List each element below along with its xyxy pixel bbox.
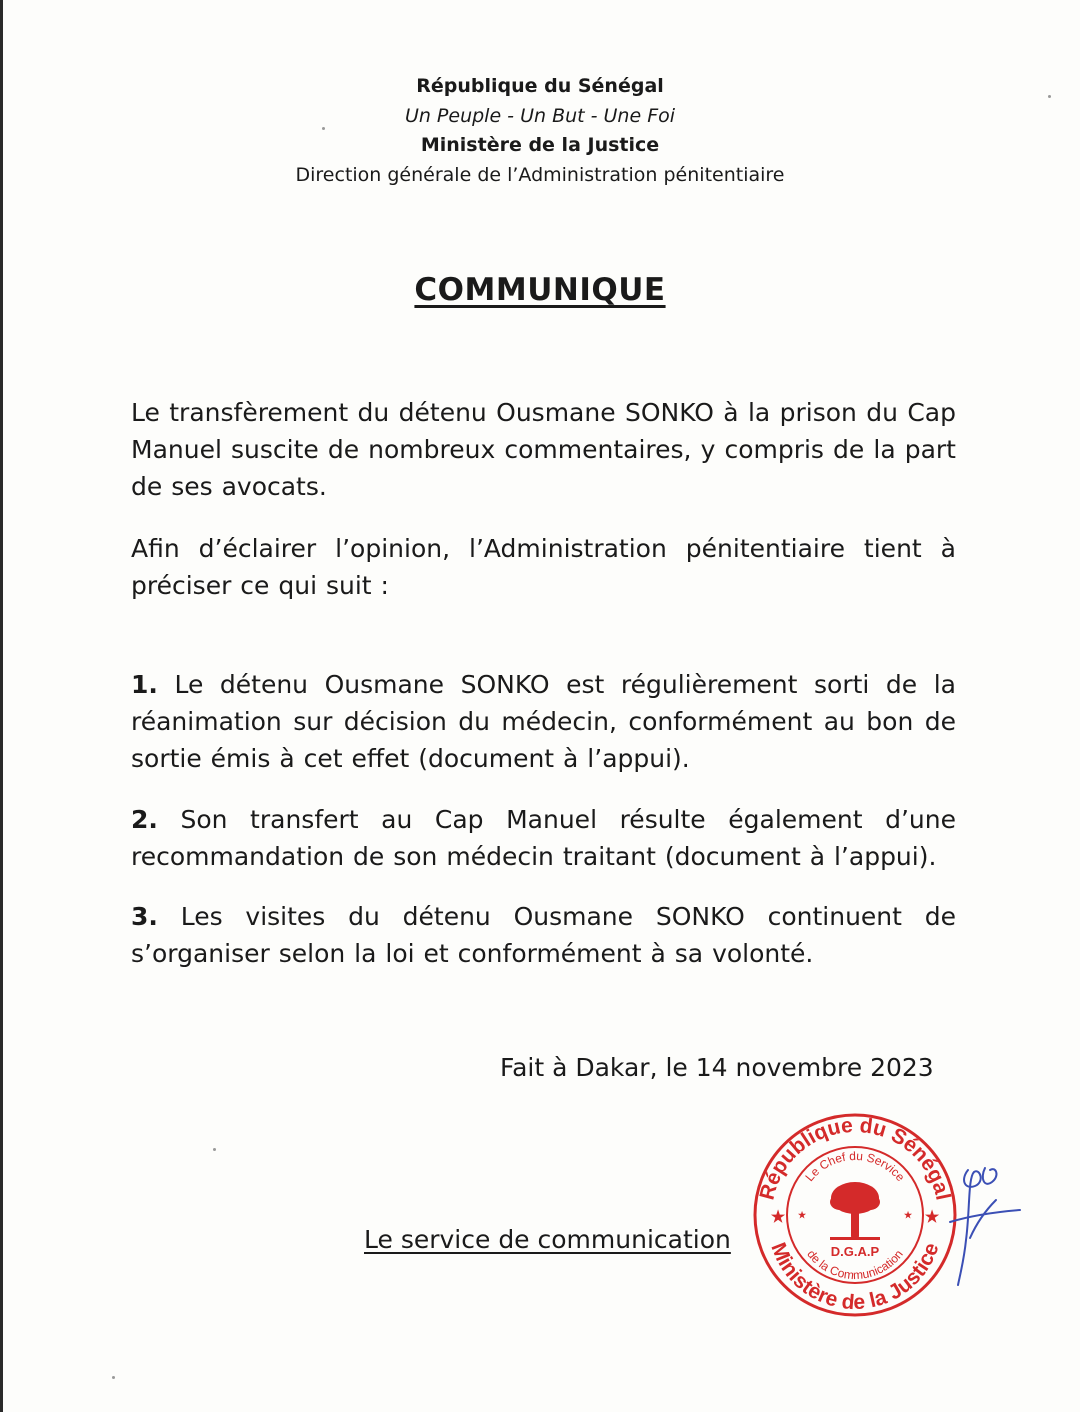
signatory-office: Le service de communication bbox=[364, 1225, 731, 1254]
paper-speck bbox=[1048, 95, 1051, 98]
clarify-paragraph: Afin d’éclairer l’opinion, l’Administration pénitentiaire tient à préciser ce qui suit : bbox=[131, 534, 956, 600]
date-line: Fait à Dakar, le 14 novembre 2023 bbox=[500, 1053, 934, 1082]
stamp-center-text: D.G.A.P bbox=[830, 1244, 880, 1259]
page-edge bbox=[0, 0, 3, 1412]
intro-paragraph: Le transfèrement du détenu Ousmane SONKO à la prison du Cap Manuel suscite de nombreux commentaires, y compris de la part de ses avocats. bbox=[131, 398, 956, 501]
stamp-outer-top-text: République du Sénégal bbox=[755, 1113, 955, 1203]
point-text: Son transfert au Cap Manuel résulte également d’une recommandation de son médecin traitant (document à l’appui). bbox=[131, 805, 956, 871]
point-text: Le détenu Ousmane SONKO est régulièrement sorti de la réanimation sur décision du médecin, conformément au bon de sortie émis à cet effet (document à l’appui). bbox=[131, 670, 956, 773]
point-number: 3. bbox=[131, 902, 158, 931]
direction-name: Direction générale de l’Administration pénitentiaire bbox=[295, 163, 785, 186]
point-1 bbox=[131, 666, 956, 777]
stamp-inner-bottom-text: de la Communication bbox=[804, 1247, 906, 1283]
paper-speck bbox=[322, 127, 325, 130]
paper-speck bbox=[213, 1148, 216, 1151]
letterhead bbox=[0, 72, 1080, 190]
baobab-tree-icon bbox=[830, 1182, 880, 1240]
stamp-star-left: ★ bbox=[770, 1209, 786, 1226]
stamp-inner-top-text: Le Chef du Service bbox=[802, 1148, 908, 1185]
stamp-star-right: ★ bbox=[924, 1209, 940, 1226]
point-number: 1. bbox=[131, 670, 158, 699]
national-motto: Un Peuple - Un But - Une Foi bbox=[404, 104, 676, 127]
point-text: Les visites du détenu Ousmane SONKO continuent de s’organiser selon la loi et conformément à sa volonté. bbox=[131, 902, 956, 968]
paper-speck bbox=[112, 1376, 115, 1379]
stamp-star-left-inner: ★ bbox=[797, 1210, 807, 1220]
point-2 bbox=[131, 801, 956, 875]
official-stamp bbox=[750, 1110, 960, 1320]
document-title: COMMUNIQUE bbox=[414, 272, 666, 308]
ministry-name: Ministère de la Justice bbox=[420, 134, 660, 156]
point-3 bbox=[131, 898, 956, 972]
country-name: République du Sénégal bbox=[416, 75, 664, 97]
handwritten-signature bbox=[930, 1150, 1030, 1290]
stamp-outer-bottom-text: Ministère de la Justice bbox=[766, 1239, 944, 1315]
point-number: 2. bbox=[131, 805, 158, 834]
stamp-star-right-inner: ★ bbox=[903, 1210, 913, 1220]
